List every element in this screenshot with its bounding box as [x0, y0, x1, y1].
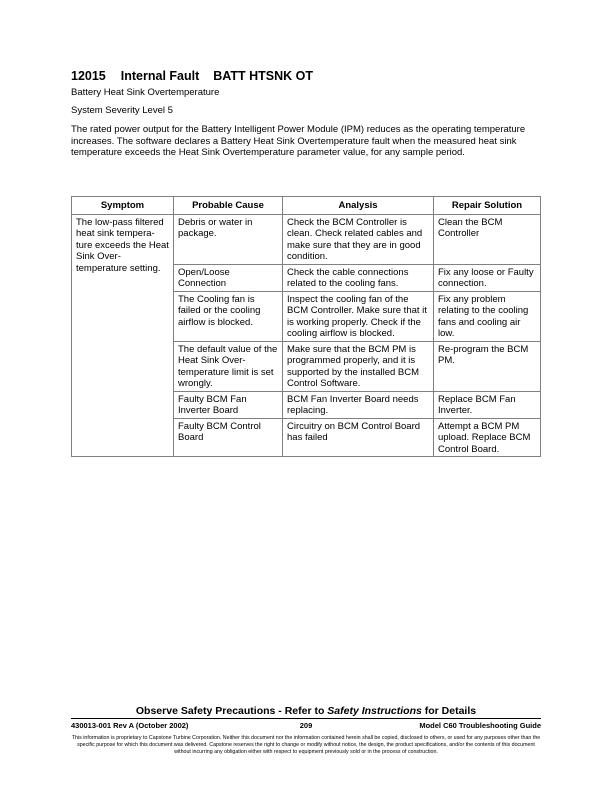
analysis-cell: Check the cable connections related to the cooling fans.: [283, 264, 434, 291]
symptom-cell: The low-pass filtered heat sink tempera-ture exceeds the Heat Sink Over-temperature setting.: [72, 214, 174, 457]
solution-cell: Fix any loose or Faulty connection.: [434, 264, 541, 291]
fault-description: The rated power output for the Battery Intelligent Power Module (IPM) reduces as the operating temperature increases. The software declares a Battery Heat Sink Overtemperature fault when the measured heat sink temperature exceeds the Heat Sink Overtemperature parameter value, for any sample period.: [71, 124, 526, 159]
page-number: 209: [299, 721, 313, 730]
solution-cell: Clean the BCM Controller: [434, 214, 541, 264]
table-row: [72, 214, 541, 264]
analysis-cell: Make sure that the BCM PM is programmed properly, and it is supported by the installed BCM Control Software.: [283, 341, 434, 391]
guide-title: Model C60 Troubleshooting Guide: [419, 721, 541, 730]
header-symptom: Symptom: [72, 197, 174, 215]
solution-cell: Fix any problem relating to the cooling fans and cooling air low.: [434, 291, 541, 341]
cause-cell: The default value of the Heat Sink Over-temperature limit is set wrongly.: [174, 341, 283, 391]
safety-suffix: for Details: [421, 705, 477, 717]
table-header-row: [72, 197, 541, 215]
cause-cell: The Cooling fan is failed or the cooling airflow is blocked.: [174, 291, 283, 341]
cause-cell: Debris or water in package.: [174, 214, 283, 264]
fault-title: Internal Fault: [120, 69, 200, 83]
header-analysis: Analysis: [283, 197, 434, 215]
section-heading: [71, 69, 313, 83]
header-repair-solution: Repair Solution: [434, 197, 541, 215]
troubleshooting-table: [71, 196, 541, 457]
analysis-cell: BCM Fan Inverter Board needs replacing.: [283, 391, 434, 418]
fault-code: 12015: [71, 69, 106, 83]
solution-cell: Re-program the BCM PM.: [434, 341, 541, 391]
safety-instructions-ref: Safety Instructions: [327, 705, 422, 717]
document-revision: 430013-001 Rev A (October 2002): [71, 721, 189, 730]
solution-cell: Replace BCM Fan Inverter.: [434, 391, 541, 418]
footer-divider: [71, 718, 541, 719]
analysis-cell: Check the BCM Controller is clean. Check related cables and make sure that they are in good condition.: [283, 214, 434, 264]
fault-mnemonic: BATT HTSNK OT: [213, 69, 314, 83]
cause-cell: Faulty BCM Control Board: [174, 418, 283, 457]
header-probable-cause: Probable Cause: [174, 197, 283, 215]
severity-level: System Severity Level 5: [71, 105, 173, 116]
fault-subtitle: Battery Heat Sink Overtemperature: [71, 87, 220, 98]
cause-cell: Open/Loose Connection: [174, 264, 283, 291]
analysis-cell: Inspect the cooling fan of the BCM Controller. Make sure that it is working properly. Check if the cooling airflow is blocked.: [283, 291, 434, 341]
proprietary-disclaimer: This information is proprietary to Capstone Turbine Corporation. Neither this document nor the information contained herein shall be copied, disclosed to others, or used for any purposes other than the specific purpose for which this document was delivered. Capstone reserves the right to change or modify without notice, the design, the product specifications, and/or the contents of this document without incurring any obligation either with respect to equipment previously sold or in the process of construction.: [71, 735, 541, 756]
solution-cell: Attempt a BCM PM upload. Replace BCM Control Board.: [434, 418, 541, 457]
safety-prefix: Observe Safety Precautions - Refer to: [135, 705, 328, 717]
analysis-cell: Circuitry on BCM Control Board has failed: [283, 418, 434, 457]
safety-notice: [0, 705, 612, 717]
cause-cell: Faulty BCM Fan Inverter Board: [174, 391, 283, 418]
